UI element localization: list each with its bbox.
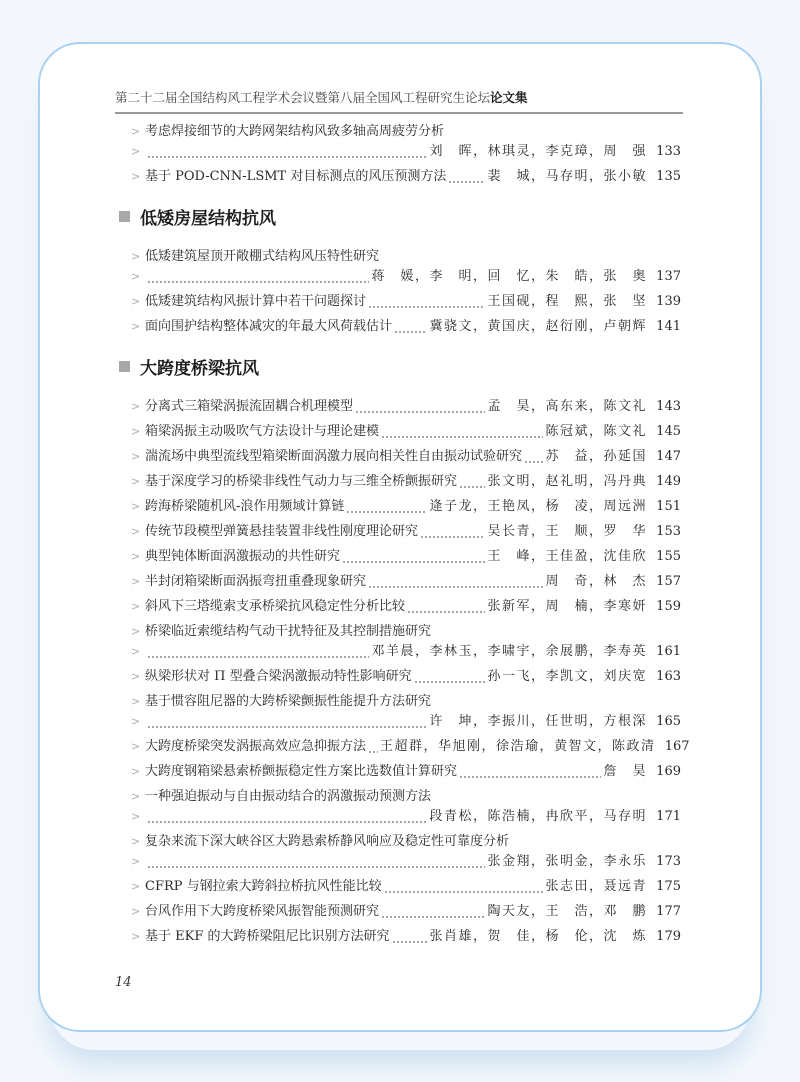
entry-page[interactable]: 137	[656, 269, 681, 284]
entry-page[interactable]: 149	[656, 474, 681, 489]
entry-title[interactable]: 箱梁涡振主动吸吹气方法设计与理论建模	[145, 424, 380, 439]
entry-page[interactable]: 141	[656, 319, 681, 334]
toc-line	[131, 597, 681, 617]
chevron-right-icon: >	[131, 715, 141, 728]
toc-line	[131, 927, 681, 947]
entry-title[interactable]: 分离式三箱梁涡振流固耦合机理模型	[145, 399, 354, 414]
chevron-right-icon: >	[131, 170, 141, 183]
entry-title[interactable]: 台风作用下大跨度桥梁风振智能预测研究	[145, 904, 380, 919]
dot-leader	[147, 714, 427, 728]
toc-line	[131, 832, 681, 852]
dot-leader	[147, 809, 427, 823]
chevron-right-icon: >	[131, 450, 141, 463]
dot-leader	[368, 574, 543, 588]
entry-authors: 苏 益，孙延国	[545, 449, 647, 464]
chevron-right-icon: >	[131, 320, 141, 333]
entry-authors: 陶天友，王 浩，邓 鹏	[487, 904, 647, 919]
toc-entry[interactable]	[131, 927, 681, 947]
toc-entry[interactable]	[131, 737, 690, 757]
toc-line	[131, 807, 681, 827]
toc-line	[131, 692, 681, 712]
toc-entry[interactable]	[131, 667, 681, 687]
toc-line	[131, 547, 681, 567]
chevron-right-icon: >	[131, 645, 141, 658]
entry-title[interactable]: 面向围护结构整体减灾的年最大风荷载估计	[145, 319, 393, 334]
toc-entry[interactable]	[131, 877, 681, 897]
toc-entry[interactable]	[131, 547, 681, 567]
toc-line	[131, 572, 681, 592]
entry-title[interactable]: 半封闭箱梁断面涡振弯扭重叠现象研究	[145, 574, 367, 589]
entry-title[interactable]: 基于 POD-CNN-LSMT 对目标测点的风压预测方法	[145, 169, 447, 184]
entry-title[interactable]: 湍流场中典型流线型箱梁断面涡激力展向相关性自由振动试验研究	[145, 449, 523, 464]
dot-leader	[459, 474, 485, 488]
toc-entry[interactable]	[131, 397, 681, 417]
toc-line	[131, 422, 681, 442]
entry-title[interactable]: 传统节段模型弹簧悬挂装置非线性刚度理论研究	[145, 524, 419, 539]
entry-authors: 陈冠斌，陈文礼	[545, 424, 647, 439]
section-title: 低矮房屋结构抗风	[140, 208, 276, 229]
entry-authors: 邓羊晨，李林玉，李啸宇，余展鹏，李寿英	[371, 644, 647, 659]
entry-title[interactable]: 跨海桥梁随机风-浪作用频域计算链	[145, 499, 345, 514]
dot-leader	[524, 449, 543, 463]
dot-leader	[394, 319, 427, 333]
entry-authors: 裴 城，马存明，张小敏	[487, 169, 647, 184]
toc-entry[interactable]	[131, 122, 681, 162]
entry-page[interactable]: 177	[656, 904, 681, 919]
toc-line	[131, 852, 681, 872]
entry-authors: 王超群，华旭刚，徐浩瑜，黄智文，陈政清	[380, 739, 656, 754]
chevron-right-icon: >	[131, 905, 141, 918]
entry-title[interactable]: 基于 EKF 的大跨桥梁阻尼比识别方法研究	[145, 929, 390, 944]
chevron-right-icon: >	[131, 695, 141, 708]
entry-title[interactable]: 斜风下三塔缆索支承桥梁抗风稳定性分析比较	[145, 599, 406, 614]
entry-title[interactable]: 考虑焊接细节的大跨网架结构风致多轴高周疲劳分析	[145, 124, 445, 139]
toc-entry[interactable]	[131, 522, 681, 542]
entry-title[interactable]: 低矮建筑屋顶开敞棚式结构风压特性研究	[145, 249, 380, 264]
chevron-right-icon: >	[131, 600, 141, 613]
dot-leader	[381, 424, 543, 438]
entry-authors: 段青松，陈浩楠，冉欣平，马存明	[429, 809, 647, 824]
entry-page[interactable]: 173	[656, 854, 681, 869]
entry-title[interactable]: 大跨度钢箱梁悬索桥颤振稳定性方案比选数值计算研究	[145, 764, 458, 779]
toc-line	[131, 622, 681, 642]
entry-authors: 王国砚，程 熙，张 坚	[487, 294, 647, 309]
entry-title[interactable]: 大跨度桥梁突发涡振高效应急抑振方法	[145, 739, 367, 754]
entry-page[interactable]: 139	[656, 294, 681, 309]
dot-leader	[420, 524, 485, 538]
chevron-right-icon: >	[131, 500, 141, 513]
dot-leader	[368, 294, 485, 308]
toc-entry[interactable]	[131, 832, 681, 872]
toc-line	[131, 472, 681, 492]
entry-title[interactable]: 低矮建筑结构风振计算中若干问题探讨	[145, 294, 367, 309]
chevron-right-icon: >	[131, 810, 141, 823]
chevron-right-icon: >	[131, 400, 141, 413]
toc-line	[131, 522, 681, 542]
chevron-right-icon: >	[131, 670, 141, 683]
chevron-right-icon: >	[131, 740, 141, 753]
square-bullet-icon	[119, 211, 130, 222]
toc-line	[131, 292, 681, 312]
dot-leader	[147, 644, 369, 658]
entry-title[interactable]: 纵梁形状对 Π 型叠合梁涡激振动特性影响研究	[145, 669, 412, 684]
chevron-right-icon: >	[131, 125, 141, 138]
entry-authors: 逄子龙，王艳凤，杨 凌，周远洲	[429, 499, 647, 514]
toc-entry[interactable]	[131, 902, 681, 922]
entry-authors: 许 坤，李振川，任世明，方根深	[429, 714, 647, 729]
dot-leader	[355, 399, 485, 413]
toc-entry[interactable]	[131, 692, 681, 732]
toc-line	[131, 317, 681, 337]
chevron-right-icon: >	[131, 575, 141, 588]
entry-authors: 张志田，聂远青	[545, 879, 647, 894]
dot-leader	[407, 599, 485, 613]
entry-page[interactable]: 143	[656, 399, 681, 414]
chevron-right-icon: >	[131, 880, 141, 893]
toc-entry[interactable]	[131, 247, 681, 287]
toc-entry[interactable]	[131, 292, 681, 312]
square-bullet-icon	[119, 361, 130, 372]
chevron-right-icon: >	[131, 550, 141, 563]
entry-title[interactable]: 一种强迫振动与自由振动结合的涡激振动预测方法	[145, 789, 432, 804]
toc-line	[131, 642, 681, 662]
toc-line	[131, 167, 681, 187]
toc-line	[131, 397, 681, 417]
entry-page[interactable]: 167	[664, 739, 690, 754]
entry-page[interactable]: 175	[656, 879, 681, 894]
entry-page[interactable]: 147	[656, 449, 681, 464]
toc-line	[131, 737, 690, 757]
chevron-right-icon: >	[131, 625, 141, 638]
toc-entry[interactable]	[131, 597, 681, 617]
chevron-right-icon: >	[131, 475, 141, 488]
chevron-right-icon: >	[131, 525, 141, 538]
dot-leader	[368, 739, 378, 753]
dot-leader	[147, 144, 427, 158]
entry-authors: 孙一飞，李凯文，刘庆宽	[487, 669, 647, 684]
dot-leader	[459, 764, 601, 778]
entry-authors: 张文明，赵礼明，冯丹典	[487, 474, 647, 489]
entry-authors: 张新军，周 楠，李寒妍	[487, 599, 647, 614]
toc-entry[interactable]	[131, 447, 681, 467]
dot-leader	[384, 879, 544, 893]
toc-entry[interactable]	[131, 422, 681, 442]
toc-entry[interactable]	[131, 787, 681, 827]
entry-title[interactable]: 典型钝体断面涡激振动的共性研究	[145, 549, 341, 564]
entry-page[interactable]: 169	[656, 764, 681, 779]
toc-line	[131, 667, 681, 687]
dot-leader	[448, 169, 485, 183]
toc-line	[131, 142, 681, 162]
toc-entry[interactable]	[131, 572, 681, 592]
chevron-right-icon: >	[131, 145, 141, 158]
chevron-right-icon: >	[131, 295, 141, 308]
dot-leader	[342, 549, 485, 563]
entry-authors: 周 奇，林 杰	[545, 574, 647, 589]
section-heading	[119, 351, 681, 381]
entry-title[interactable]: 基于深度学习的桥梁非线性气动力与三维全桥颤振研究	[145, 474, 458, 489]
entry-page[interactable]: 161	[656, 644, 681, 659]
toc-entry[interactable]	[131, 317, 681, 337]
dot-leader	[381, 904, 485, 918]
page-number: 14	[115, 975, 132, 990]
chevron-right-icon: >	[131, 855, 141, 868]
entry-page[interactable]: 159	[656, 599, 681, 614]
table-of-contents	[131, 122, 690, 952]
toc-line	[131, 712, 681, 732]
section-title: 大跨度桥梁抗风	[140, 358, 259, 379]
entry-authors: 张肖雄，贺 佳，杨 伦，沈 炼	[429, 929, 647, 944]
dot-leader	[147, 269, 369, 283]
entry-page[interactable]: 165	[656, 714, 681, 729]
toc-line	[131, 447, 681, 467]
entry-authors: 刘 晖，林琪灵，李克璋，周 强	[429, 144, 647, 159]
entry-page[interactable]: 155	[656, 549, 681, 564]
entry-page[interactable]: 157	[656, 574, 681, 589]
toc-entry[interactable]	[131, 622, 681, 662]
chevron-right-icon: >	[131, 250, 141, 263]
dot-leader	[392, 929, 428, 943]
entry-page[interactable]: 153	[656, 524, 681, 539]
chevron-right-icon: >	[131, 790, 141, 803]
chevron-right-icon: >	[131, 930, 141, 943]
toc-entry[interactable]	[131, 762, 681, 782]
toc-line	[131, 122, 681, 142]
toc-line	[131, 762, 681, 782]
entry-authors: 冀骁文，黄国庆，赵衍刚，卢朝辉	[429, 319, 647, 334]
entry-page[interactable]: 171	[656, 809, 681, 824]
entry-authors: 王 峰，王佳盈，沈佳欣	[487, 549, 647, 564]
entry-page[interactable]: 179	[656, 929, 681, 944]
entry-page[interactable]: 133	[656, 144, 681, 159]
toc-line	[131, 497, 681, 517]
chevron-right-icon: >	[131, 425, 141, 438]
chevron-right-icon: >	[131, 270, 141, 283]
section-heading	[119, 201, 681, 231]
entry-authors: 詹 昊	[603, 764, 647, 779]
toc-entry[interactable]	[131, 497, 681, 517]
dot-leader	[414, 669, 486, 683]
toc-line	[131, 902, 681, 922]
entry-title[interactable]: 基于惯容阻尼器的大跨桥梁颤振性能提升方法研究	[145, 694, 432, 709]
toc-line	[131, 787, 681, 807]
entry-page[interactable]: 151	[656, 499, 681, 514]
toc-entry[interactable]	[131, 167, 681, 187]
entry-title[interactable]: 复杂来流下深大峡谷区大跨悬索桥静风响应及稳定性可靠度分析	[145, 834, 510, 849]
running-header	[115, 88, 683, 114]
chevron-right-icon: >	[131, 835, 141, 848]
toc-line	[131, 877, 681, 897]
entry-page[interactable]: 145	[656, 424, 681, 439]
entry-page[interactable]: 163	[656, 669, 681, 684]
toc-line	[131, 247, 681, 267]
entry-authors: 张金翔，张明金，李永乐	[487, 854, 647, 869]
header-title: 第二十二届全国结构风工程学术会议暨第八届全国风工程研究生论坛	[115, 90, 491, 105]
toc-entry[interactable]	[131, 472, 681, 492]
entry-title[interactable]: CFRP 与钢拉索大跨斜拉桥抗风性能比较	[145, 879, 382, 894]
dot-leader	[147, 854, 485, 868]
entry-authors: 吴长青，王 顺，罗 华	[487, 524, 647, 539]
dot-leader	[346, 499, 427, 513]
entry-page[interactable]: 135	[656, 169, 681, 184]
toc-line	[131, 267, 681, 287]
chevron-right-icon: >	[131, 765, 141, 778]
entry-authors: 蒋 媛，李 明，回 忆，朱 皓，张 奥	[371, 269, 647, 284]
header-title-bold: 论文集	[490, 90, 528, 105]
entry-authors: 孟 昊，高东来，陈文礼	[487, 399, 647, 414]
entry-title[interactable]: 桥梁临近索缆结构气动干扰特征及其控制措施研究	[145, 624, 432, 639]
